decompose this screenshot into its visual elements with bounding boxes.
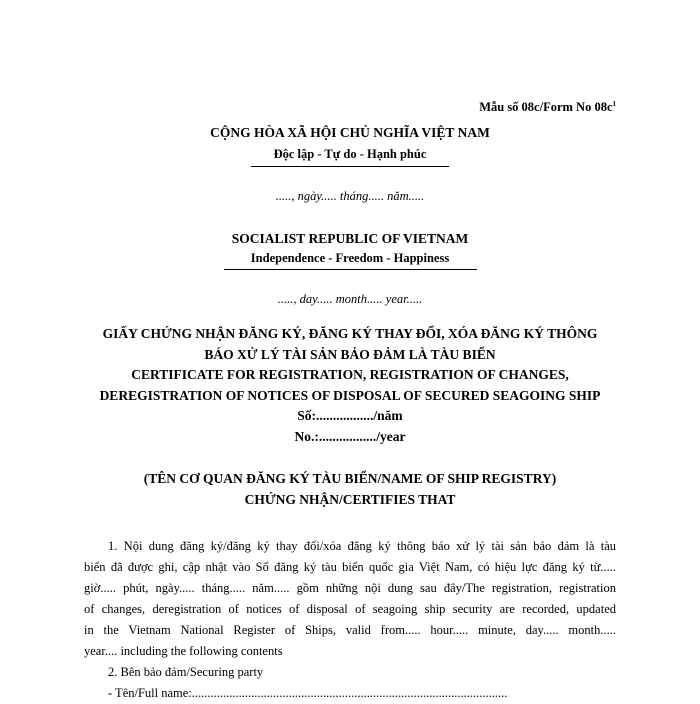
en-motto: Independence - Freedom - Happiness (250, 251, 450, 265)
certificate-title-en-1: CERTIFICATE FOR REGISTRATION, REGISTRATION OF CHANGES, (131, 367, 569, 382)
form-footnote-mark: 1 (612, 100, 616, 108)
vn-date-line: ....., ngày..... tháng..... năm..... (275, 189, 425, 203)
registry-block (0, 469, 700, 510)
certificate-title-block (0, 324, 700, 447)
body-section (84, 536, 616, 704)
registry-certifies: CHỨNG NHẬN/CERTIFIES THAT (244, 491, 456, 507)
en-motto-underline (224, 269, 477, 270)
clause-1-line-5: in the Vietnam National Register of Ships, valid from..... hour..... minute, day..... month..... (84, 623, 616, 637)
clause-1-line-6: year.... including the following contents (84, 644, 283, 658)
form-number (479, 100, 616, 115)
vn-country-name: CỘNG HÒA XÃ HỘI CHỦ NGHĨA VIỆT NAM (210, 125, 490, 140)
certificate-number-en: No.:................./year (294, 428, 406, 444)
en-country-name: SOCIALIST REPUBLIC OF VIETNAM (231, 231, 469, 246)
clause-2-securing-party: 2. Bên bảo đảm/Securing party (108, 665, 264, 679)
certificate-title-en-2: DEREGISTRATION OF NOTICES OF DISPOSAL OF SECURED SEAGOING SHIP (99, 387, 601, 403)
registry-name: (TÊN CƠ QUAN ĐĂNG KÝ TÀU BIỂN/NAME OF SHIP REGISTRY) (143, 471, 557, 486)
en-date-line: ....., day..... month..... year..... (277, 292, 423, 306)
vn-motto: Độc lập - Tự do - Hạnh phúc (273, 147, 427, 161)
vn-motto-underline (251, 166, 449, 167)
clause-1-line-1: 1. Nội dung đăng ký/đăng ký thay đổi/xóa đăng ký thông báo xử lý tài sản bảo đảm là tàu (108, 539, 616, 553)
certificate-title-vn-1: GIẤY CHỨNG NHẬN ĐĂNG KÝ, ĐĂNG KÝ THAY ĐỔI, XÓA ĐĂNG KÝ THÔNG (102, 326, 598, 341)
clause-1-line-4: of changes, deregistration of notices of disposal of seagoing ship security are recorded, updated (84, 602, 616, 616)
clause-1-line-2: biển đã được ghi, cập nhật vào Sổ đăng ký tàu biển quốc gia Việt Nam, có hiệu lực đăng ký từ..... (84, 560, 616, 574)
certificate-title-vn-2: BÁO XỬ LÝ TÀI SẢN BẢO ĐẢM LÀ TÀU BIỂN (204, 346, 496, 362)
clause-1-line-3: giờ..... phút, ngày..... tháng..... năm..... gồm những nội dung sau đây/The registration, registration (84, 581, 616, 595)
form-number-text: Mẫu số 08c/Form No 08c (479, 100, 613, 115)
certificate-number-vn: Số:................./năm (297, 408, 403, 423)
full-name-field-line: - Tên/Full name:..................................................................................................... (108, 686, 508, 700)
